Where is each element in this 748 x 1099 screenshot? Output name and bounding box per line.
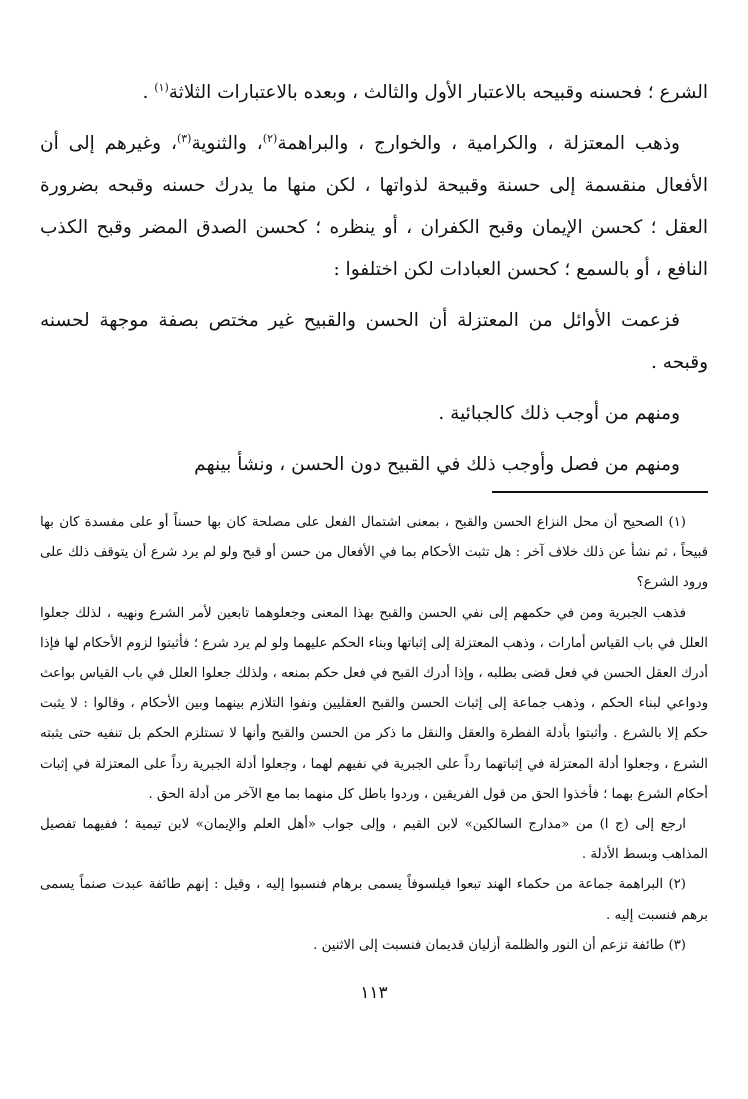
main-para-2-part-b: ، والثنوية	[191, 133, 263, 154]
main-paragraph-4: ومنهم من أوجب ذلك كالجبائية .	[438, 403, 680, 424]
footnote-marker-2: (٢)	[262, 131, 278, 145]
footnote-2: (٢) البراهمة جماعة من حكماء الهند تبعوا فيلسوفاً يسمى برهام فنسبوا إليه ، وقيل : إنهم طائفة عبدت صنماً يسمى برهم فنسبت إليه .	[40, 877, 708, 923]
main-paragraph-2	[40, 123, 708, 291]
footnote-separator	[492, 491, 708, 493]
main-para-2-part-c: ، وغيرهم إلى أن الأفعال منقسمة إلى حسنة وقبيحة لذواتها ، لكن منها ما يدرك حسنه وقبحه بضرورة العقل ؛ كحسن الإيمان وقبح الكفران ، أو ينظره ؛ كحسن الصدق المضر وقبح الكذب النافع ، أو بالسمع ؛ كحسن العبادات لكن اختلفوا :	[40, 133, 708, 280]
end-period: .	[142, 82, 155, 103]
footnote-marker-3: (٣)	[176, 131, 192, 145]
main-para-2-part-a: وذهب المعتزلة ، والكرامية ، والخوارج ، والبراهمة	[277, 133, 680, 154]
main-line-1-text: الشرع ؛ فحسنه وقبيحه بالاعتبار الأول والثالث ، وبعده بالاعتبارات الثلاثة	[168, 82, 708, 103]
main-paragraph-5: ومنهم من فصل وأوجب ذلك في القبيح دون الحسن ، ونشأ بينهم	[194, 454, 680, 475]
footnote-1-continued: فذهب الجبرية ومن في حكمهم إلى نفي الحسن والقبح بهذا المعنى وجعلوهما تابعين لأمر الشرع ونهيه ، لذلك جعلوا العلل في باب القياس أمارات ، وذهب المعتزلة إلى إثباتها وبناء الحكم عليهما ولو لم يرد شرع ؛ فأثبتوا لزوم الأحكام لها فإذا أدرك العقل الحسن في فعل قضى بطلبه ، وإذا أدرك القبح في فعل حكم بمنعه ، ولذلك جعلوا العلل في باب القياس بواعث ودواعي لبناء الحكم ، وذهب جماعة إلى إثبات الحسن والقبح العقليين ونفوا التلازم بينهما وبين الأحكام ، وقالوا : لا يثبت حكم إلا بالشرع . وأثبتوا بأدلة الفطرة والعقل والنقل ما ذكر من الحسن والقبح وأنها لا تستلزم الحكم بل تنفيه حتى يثبته الشرع ، وجعلوا أدلة المعتزلة في إثباتهما رداً على الجبرية في نفيهم لهما ، وجعلوا أدلة الجبرية رداً على المعتزلة في إثبات أحكام الشرع بهما ؛ فأخذوا الحق من قول الفريقين ، وردوا باطل كل منهما بما مع الآخر من أدلة الحق .	[40, 605, 708, 802]
footnote-3: (٣) طائفة تزعم أن النور والظلمة أزليان قديمان فنسبت إلى الاثنين .	[313, 937, 686, 953]
footnote-1: (١) الصحيح أن محل النزاع الحسن والقبح ، بمعنى اشتمال الفعل على مصلحة كان بها حسناً أو على مفسدة كان بها قبيحاً ، ثم نشأ عن ذلك خلاف آخر : هل تثبت الأحكام بما في الأفعال من حسن أو قبح ولو لم يرد شرع أن يتوقف ذلك على ورود الشرع؟	[40, 515, 708, 591]
footnotes	[40, 508, 708, 961]
footnote-1-reference: ارجع إلى (ج ا) من «مدارج السالكين» لابن القيم ، وإلى جواب «أهل العلم والإيمان» لابن تيمية ؛ ففيهما تفصيل المذاهب وبسط الأدلة .	[40, 817, 708, 863]
main-paragraph-3: فزعمت الأوائل من المعتزلة أن الحسن والقبيح غير مختص بصفة موجهة لحسنه وقبحه .	[40, 310, 708, 373]
main-paragraph-1	[40, 72, 708, 114]
page-number: ١١٣	[360, 983, 388, 1003]
main-text	[40, 72, 708, 486]
footnote-marker-1: (١)	[154, 80, 169, 94]
